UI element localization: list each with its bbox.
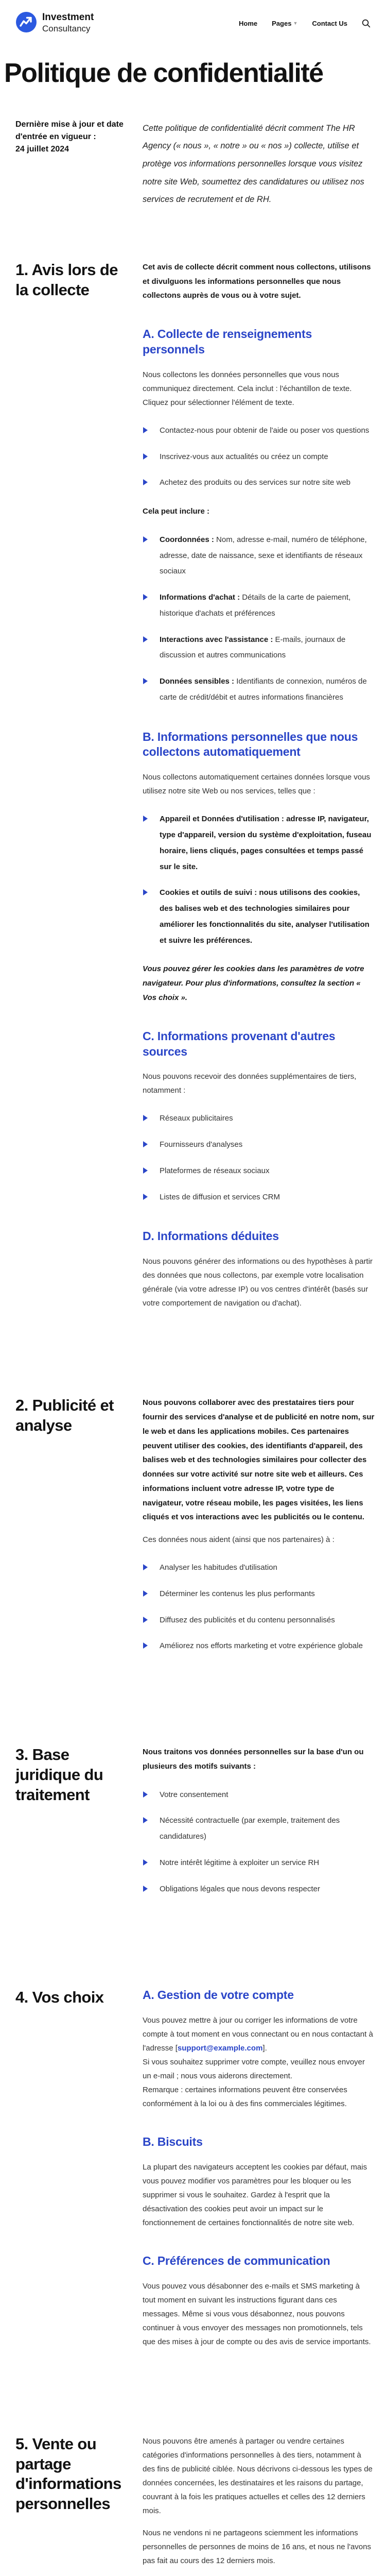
list-item: Obligations légales que nous devons respecter [143, 1882, 375, 1897]
section-body-col [143, 1988, 375, 2357]
list-item: Inscrivez-vous aux actualités ou créez un compte [143, 449, 375, 465]
list-item: Déterminer les contenus les plus performants [143, 1586, 375, 1602]
chevron-down-icon: ▼ [293, 21, 298, 26]
intro-paragraph: Cette politique de confidentialité décrit comment The HR Agency (« nous », « notre » ou « nos ») collecte, utilise et protège vos informations personnelles lorsque vous visitez notre site Web, soumettez des candidatures ou utilisez nos services de recrutement et de RH. [143, 123, 364, 205]
paragraph: Cela peut inclure : [143, 507, 210, 516]
paragraph: Vous pouvez gérer les cookies dans les paramètres de votre navigateur. Pour plus d'informations, consultez la section « Vos choix ». [143, 964, 364, 1002]
bullet-triangle-icon [143, 1590, 148, 1597]
bullet-list [143, 1111, 375, 1205]
list-item: Données sensibles : Identifiants de connexion, numéros de carte de crédit/débit et autres informations financières [143, 674, 375, 706]
bullet-triangle-icon [143, 479, 148, 485]
list-item: Notre intérêt légitime à exploiter un service RH [143, 1855, 375, 1871]
intro-date-col [15, 118, 143, 209]
paragraph: La plupart des navigateurs acceptent les cookies par défaut, mais vous pouvez modifier vos paramètres pour les bloquer ou les supprimer si vous le souhaitez. Gardez à l'esprit que la désactivation des cookies peut avoir un impact sur le fonctionnement de certaines fonctionnalités de notre site web. [143, 2163, 367, 2228]
bullet-triangle-icon [143, 1141, 148, 1147]
brand-name-line2: Consultancy [42, 24, 91, 34]
list-item: Interactions avec l'assistance : E-mails, journaux de discussion et autres communications [143, 632, 375, 664]
paragraph: Vous pouvez vous désabonner des e-mails et SMS marketing à tout moment en suivant les instructions figurant dans ces messages. Même si vous vous désabonnez, nous pouvons continuer à vous envoyer des messages non promotionnels, tels que des mises à jour de compte ou des avis de service importants. [143, 2281, 371, 2346]
paragraph: Nous pouvons générer des informations ou des hypothèses à partir des données que nous collectons, par exemple votre localisation générale (via votre adresse IP) ou vos centres d'intérêt (basés sur votre comportement de navigation ou d'achat). [143, 1257, 373, 1308]
list-item: Nécessité contractuelle (par exemple, traitement des candidatures) [143, 1813, 375, 1845]
policy-section [0, 1396, 386, 1668]
subsection-heading: A. Collecte de renseignements personnels [143, 327, 312, 356]
bullet-list [143, 1560, 375, 1654]
bullet-triangle-icon [143, 1817, 148, 1823]
list-item: Appareil et Données d'utilisation : adresse IP, navigateur, type d'appareil, version du système d'exploitation, fuseau horaire, liens cliqués, pages consultées et temps passé sur le site. [143, 811, 375, 875]
subsection-heading: B. Biscuits [143, 2135, 203, 2149]
bullet-list [143, 532, 375, 706]
brand-name [42, 12, 94, 34]
subsection-heading: C. Préférences de communication [143, 2254, 330, 2268]
bullet-triangle-icon [143, 1886, 148, 1892]
bullet-list [143, 1787, 375, 1897]
list-item: Informations d'achat : Détails de la carte de paiement, historique d'achats et préférences [143, 590, 375, 622]
subsection-heading: D. Informations déduites [143, 1229, 279, 1243]
policy-section [0, 2434, 386, 2576]
brand-name-line1: Investment [42, 12, 94, 23]
section-title: 2. Publicité et analyse [15, 1396, 114, 1435]
subsection-heading: B. Informations personnelles que nous collectons automatiquement [143, 730, 358, 759]
page-title: Politique de confidentialité [4, 58, 323, 88]
site-header [0, 0, 386, 44]
section-body-col [143, 1396, 375, 1668]
section-title: 5. Vente ou partage d'informations personnelles [15, 2434, 121, 2513]
section-title-col [15, 260, 143, 1318]
bullet-triangle-icon [143, 1167, 148, 1174]
search-icon[interactable] [362, 19, 371, 28]
list-item: Réseaux publicitaires [143, 1111, 375, 1127]
brand-logo-icon [15, 11, 37, 36]
bullet-list [143, 423, 375, 491]
section-title-col [15, 1745, 143, 1910]
list-item: Contactez-nous pour obtenir de l'aide ou poser vos questions [143, 423, 375, 439]
nav-item-home[interactable]: Home [239, 20, 258, 27]
bullet-triangle-icon [143, 594, 148, 600]
paragraph: Nous ne vendons ni ne partageons sciemment les informations personnelles de personnes de moins de 16 ans, et nous ne l'avons pas fait au cours des 12 derniers mois. [143, 2528, 371, 2565]
bullet-triangle-icon [143, 1115, 148, 1121]
nav-item-contact-us[interactable]: Contact Us [312, 20, 347, 27]
section-title-col [15, 1988, 143, 2357]
paragraph: Ces données nous aident (ainsi que nos partenaires) à : [143, 1535, 335, 1545]
paragraph: Nous pouvons être amenés à partager ou vendre certaines catégories d'informations personnelles à des tiers, notamment à des fins de publicité ciblée. Nous décrivons ci-dessous les types de données concernées, les destinataires et les raisons du partage, couvrant à la fois les pratiques actuelles et celles des 12 derniers mois. [143, 2436, 373, 2515]
paragraph: Cet avis de collecte décrit comment nous collectons, utilisons et divulguons les informations personnelles que nous collectons auprès de vous ou à votre sujet. [143, 262, 371, 300]
nav-item-pages[interactable]: Pages ▼ [272, 20, 298, 27]
bullet-triangle-icon [143, 1564, 148, 1570]
bullet-triangle-icon [143, 816, 148, 822]
section-body-col [143, 1745, 375, 1910]
subsection-heading: C. Informations provenant d'autres sources [143, 1029, 336, 1058]
policy-section [0, 260, 386, 1318]
bullet-list [143, 811, 375, 948]
section-body-col [143, 2434, 375, 2576]
main-nav [239, 19, 371, 28]
bullet-triangle-icon [143, 1791, 148, 1798]
bullet-triangle-icon [143, 1859, 148, 1866]
sections [0, 260, 386, 2576]
email-link[interactable]: support@example.com [177, 2044, 263, 2053]
paragraph: Vous pouvez mettre à jour ou corriger les informations de votre compte à tout moment en vous connectant ou en nous contactant à l'adresse [support@example.com]. Si vous souhaitez supprimer votre compte, veuillez nous envoyer un e-mail ; nous vous aiderons directement. Remarque : certaines informations peuvent être conservées conformément à la loi ou à des fins commerciales légitimes. [143, 2016, 373, 2109]
bullet-triangle-icon [143, 536, 148, 543]
bullet-triangle-icon [143, 636, 148, 642]
paragraph: Nous pouvons collaborer avec des prestataires tiers pour fournir des services d'analyse et de publicité en notre nom, sur le web et dans les applications mobiles. Ces partenaires peuvent utiliser des cookies, des identifiants d'appareil, des balises web et des technologies similaires pour collecter des données sur votre activité sur notre site web et ailleurs. Ces informations incluent votre adresse IP, votre type de navigateur, votre réseau mobile, les pages visitées, les liens cliqués et vos interactions avec les publicités ou le contenu. [143, 1398, 375, 1522]
policy-section [0, 1745, 386, 1910]
bullet-triangle-icon [143, 1642, 148, 1649]
paragraph: Nous pouvons recevoir des données supplémentaires de tiers, notamment : [143, 1072, 357, 1095]
section-body-col [143, 260, 375, 1318]
intro-row [0, 118, 386, 209]
list-item: Cookies et outils de suivi : nous utilisons des cookies, des balises web et des technologies similaires pour améliorer les fonctionnalités du site, analyser l'utilisation et suivre les préférences. [143, 885, 375, 948]
bullet-triangle-icon [143, 678, 148, 684]
list-item: Améliorez nos efforts marketing et votre expérience globale [143, 1638, 375, 1654]
policy-section [0, 1988, 386, 2357]
list-item: Plateformes de réseaux sociaux [143, 1163, 375, 1179]
section-title: 3. Base juridique du traitement [15, 1745, 103, 1804]
brand-logo[interactable] [15, 11, 94, 36]
paragraph: Nous collectons automatiquement certaines données lorsque vous utilisez notre site Web ou nos services, telles que : [143, 773, 370, 796]
list-item: Fournisseurs d'analyses [143, 1137, 375, 1153]
section-title-col [15, 2434, 143, 2576]
paragraph: Nous traitons vos données personnelles sur la base d'un ou plusieurs des motifs suivants : [143, 1748, 364, 1771]
list-item: Achetez des produits ou des services sur notre site web [143, 475, 375, 491]
list-item: Votre consentement [143, 1787, 375, 1803]
section-title-col [15, 1396, 143, 1668]
bullet-triangle-icon [143, 453, 148, 460]
bullet-triangle-icon [143, 889, 148, 895]
section-title: 4. Vos choix [15, 1988, 104, 2007]
subsection-heading: A. Gestion de votre compte [143, 1988, 294, 2002]
last-updated-text: Dernière mise à jour et date d'entrée en vigueur : [15, 120, 124, 141]
list-item: Coordonnées : Nom, adresse e-mail, numéro de téléphone, adresse, date de naissance, sexe et identifiants de réseaux sociaux [143, 532, 375, 580]
list-item: Analyser les habitudes d'utilisation [143, 1560, 375, 1576]
last-updated-date: 24 juillet 2024 [15, 144, 69, 154]
list-item: Diffusez des publicités et du contenu personnalisés [143, 1613, 375, 1629]
bullet-triangle-icon [143, 1194, 148, 1200]
paragraph: Nous collectons les données personnelles que vous nous communiquez directement. Cela inclut : l'échantillon de texte. Cliquez pour sélectionner l'élément de texte. [143, 370, 352, 407]
last-updated-label [15, 118, 126, 156]
bullet-triangle-icon [143, 1617, 148, 1623]
section-title: 1. Avis lors de la collecte [15, 260, 118, 299]
list-item: Listes de diffusion et services CRM [143, 1190, 375, 1206]
bullet-triangle-icon [143, 427, 148, 433]
